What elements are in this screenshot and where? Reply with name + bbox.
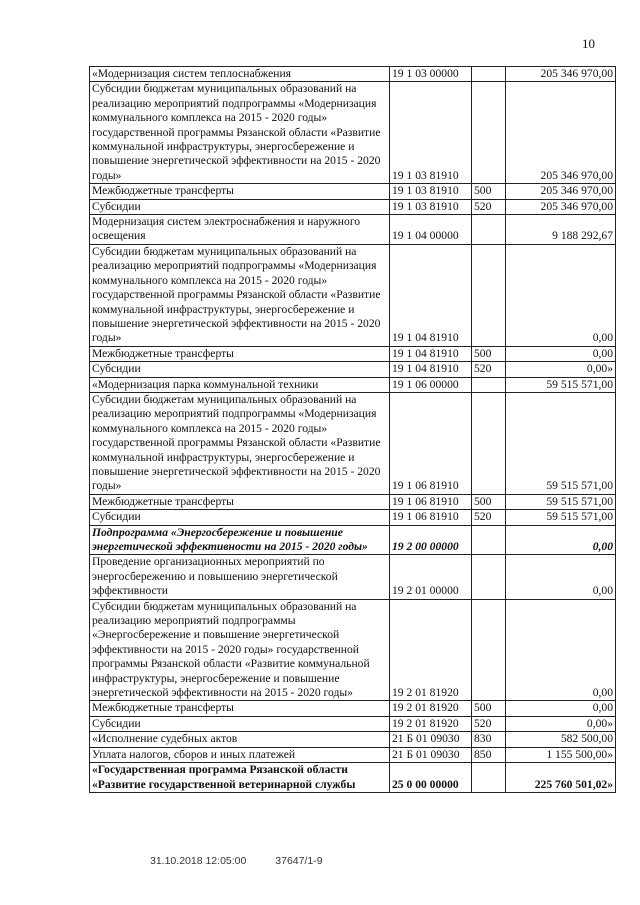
row-type-cell: 500 <box>472 184 506 199</box>
row-type-cell <box>472 555 506 599</box>
row-name-cell: Субсидии бюджетам муниципальных образований на реализацию мероприятий подпрограммы «Энергосбережение и повышение энергетической эффективности на 2015 - 2020 годы» государственной программы Рязанской области «Развитие коммунальной инфраструктуры, энергосбережение и повышение энергетической эффективности на 2015 - 2020 годы» <box>90 599 390 701</box>
row-amount-cell: 205 346 970,00 <box>506 82 616 184</box>
table-row <box>90 732 616 747</box>
row-type-cell: 520 <box>472 510 506 525</box>
row-code-cell: 19 2 01 81920 <box>390 599 472 701</box>
row-name-cell: Субсидии бюджетам муниципальных образований на реализацию мероприятий подпрограммы «Модернизация коммунального комплекса на 2015 - 2020 годы» государственной программы Рязанской области «Развитие коммунальной инфраструктуры, энергосбережение и повышение энергетической эффективности на 2015 - 2020 годы» <box>90 392 390 494</box>
row-code-cell: 19 1 04 81910 <box>390 346 472 361</box>
row-code-cell: 19 1 06 00000 <box>390 377 472 392</box>
row-code-cell: 19 1 03 81910 <box>390 184 472 199</box>
row-amount-cell: 0,00» <box>506 716 616 731</box>
row-code-cell: 19 1 03 81910 <box>390 199 472 214</box>
row-amount-cell: 59 515 571,00 <box>506 377 616 392</box>
row-name-cell: Проведение организационных мероприятий по энергосбережению и повышению энергетической эффективности <box>90 555 390 599</box>
row-name-cell: Субсидии бюджетам муниципальных образований на реализацию мероприятий подпрограммы «Модернизация коммунального комплекса на 2015 - 2020 годы» государственной программы Рязанской области «Развитие коммунальной инфраструктуры, энергосбережение и повышение энергетической эффективности на 2015 - 2020 годы» <box>90 82 390 184</box>
row-type-cell: 520 <box>472 716 506 731</box>
row-type-cell: 520 <box>472 199 506 214</box>
row-amount-cell: 205 346 970,00 <box>506 184 616 199</box>
row-name-cell: Межбюджетные трансферты <box>90 184 390 199</box>
budget-table-body <box>90 67 616 793</box>
table-row <box>90 510 616 525</box>
row-amount-cell: 59 515 571,00 <box>506 510 616 525</box>
row-type-cell: 500 <box>472 494 506 509</box>
row-name-cell: «Исполнение судебных актов <box>90 732 390 747</box>
row-name-cell: Субсидии <box>90 199 390 214</box>
row-amount-cell: 0,00» <box>506 362 616 377</box>
row-type-cell: 520 <box>472 362 506 377</box>
row-code-cell: 19 1 06 81910 <box>390 392 472 494</box>
table-row <box>90 701 616 716</box>
row-code-cell: 19 2 01 81920 <box>390 716 472 731</box>
row-amount-cell: 59 515 571,00 <box>506 392 616 494</box>
row-type-cell: 850 <box>472 747 506 762</box>
table-row <box>90 67 616 82</box>
row-amount-cell: 0,00 <box>506 701 616 716</box>
row-type-cell <box>472 244 506 346</box>
row-name-cell: Подпрограмма «Энергосбережение и повышение энергетической эффективности на 2015 - 2020 годы» <box>90 525 390 555</box>
row-code-cell: 19 1 06 81910 <box>390 494 472 509</box>
row-name-cell: Межбюджетные трансферты <box>90 494 390 509</box>
row-name-cell: «Государственная программа Рязанской области «Развитие государственной ветеринарной службы <box>90 763 390 793</box>
row-amount-cell: 225 760 501,02» <box>506 763 616 793</box>
table-row <box>90 763 616 793</box>
row-name-cell: «Модернизация систем теплоснабжения <box>90 67 390 82</box>
row-name-cell: Межбюджетные трансферты <box>90 346 390 361</box>
row-code-cell: 19 2 00 00000 <box>390 525 472 555</box>
row-name-cell: Межбюджетные трансферты <box>90 701 390 716</box>
row-amount-cell: 205 346 970,00 <box>506 199 616 214</box>
row-name-cell: Модернизация систем электроснабжения и наружного освещения <box>90 215 390 245</box>
row-code-cell: 19 2 01 00000 <box>390 555 472 599</box>
row-type-cell: 500 <box>472 701 506 716</box>
row-amount-cell: 0,00 <box>506 346 616 361</box>
row-amount-cell: 1 155 500,00» <box>506 747 616 762</box>
row-name-cell: Субсидии бюджетам муниципальных образований на реализацию мероприятий подпрограммы «Модернизация коммунального комплекса на 2015 - 2020 годы» государственной программы Рязанской области «Развитие коммунальной инфраструктуры, энергосбережение и повышение энергетической эффективности на 2015 - 2020 годы» <box>90 244 390 346</box>
row-amount-cell: 9 188 292,67 <box>506 215 616 245</box>
footer-datetime: 31.10.2018 12:05:00 <box>150 855 247 867</box>
row-code-cell: 19 1 03 00000 <box>390 67 472 82</box>
table-row <box>90 199 616 214</box>
document-footer <box>150 855 323 867</box>
row-code-cell: 19 1 04 81910 <box>390 244 472 346</box>
row-type-cell <box>472 599 506 701</box>
table-row <box>90 555 616 599</box>
row-code-cell: 19 1 03 81910 <box>390 82 472 184</box>
table-row <box>90 377 616 392</box>
row-type-cell <box>472 215 506 245</box>
table-row <box>90 747 616 762</box>
row-name-cell: Субсидии <box>90 510 390 525</box>
row-amount-cell: 0,00 <box>506 555 616 599</box>
table-row <box>90 525 616 555</box>
table-row <box>90 184 616 199</box>
row-type-cell <box>472 377 506 392</box>
page-number: 10 <box>582 36 595 51</box>
row-amount-cell: 205 346 970,00 <box>506 67 616 82</box>
row-name-cell: Субсидии <box>90 716 390 731</box>
table-row <box>90 362 616 377</box>
table-row <box>90 82 616 184</box>
row-code-cell: 19 1 04 00000 <box>390 215 472 245</box>
row-amount-cell: 0,00 <box>506 244 616 346</box>
row-code-cell: 19 1 06 81910 <box>390 510 472 525</box>
row-type-cell: 500 <box>472 346 506 361</box>
row-type-cell <box>472 67 506 82</box>
row-name-cell: «Модернизация парка коммунальной техники <box>90 377 390 392</box>
row-type-cell <box>472 82 506 184</box>
row-type-cell <box>472 763 506 793</box>
table-row <box>90 215 616 245</box>
row-code-cell: 25 0 00 00000 <box>390 763 472 793</box>
footer-doc-id: 37647/1-9 <box>275 855 323 867</box>
row-amount-cell: 0,00 <box>506 525 616 555</box>
table-row <box>90 599 616 701</box>
row-name-cell: Субсидии <box>90 362 390 377</box>
row-type-cell <box>472 392 506 494</box>
row-name-cell: Уплата налогов, сборов и иных платежей <box>90 747 390 762</box>
row-code-cell: 19 1 04 81910 <box>390 362 472 377</box>
budget-table <box>89 66 616 793</box>
row-code-cell: 21 Б 01 09030 <box>390 732 472 747</box>
row-amount-cell: 582 500,00 <box>506 732 616 747</box>
row-amount-cell: 0,00 <box>506 599 616 701</box>
table-row <box>90 392 616 494</box>
row-code-cell: 19 2 01 81920 <box>390 701 472 716</box>
table-row <box>90 494 616 509</box>
table-row <box>90 346 616 361</box>
table-row <box>90 244 616 346</box>
row-amount-cell: 59 515 571,00 <box>506 494 616 509</box>
row-type-cell <box>472 525 506 555</box>
row-code-cell: 21 Б 01 09030 <box>390 747 472 762</box>
row-type-cell: 830 <box>472 732 506 747</box>
table-row <box>90 716 616 731</box>
